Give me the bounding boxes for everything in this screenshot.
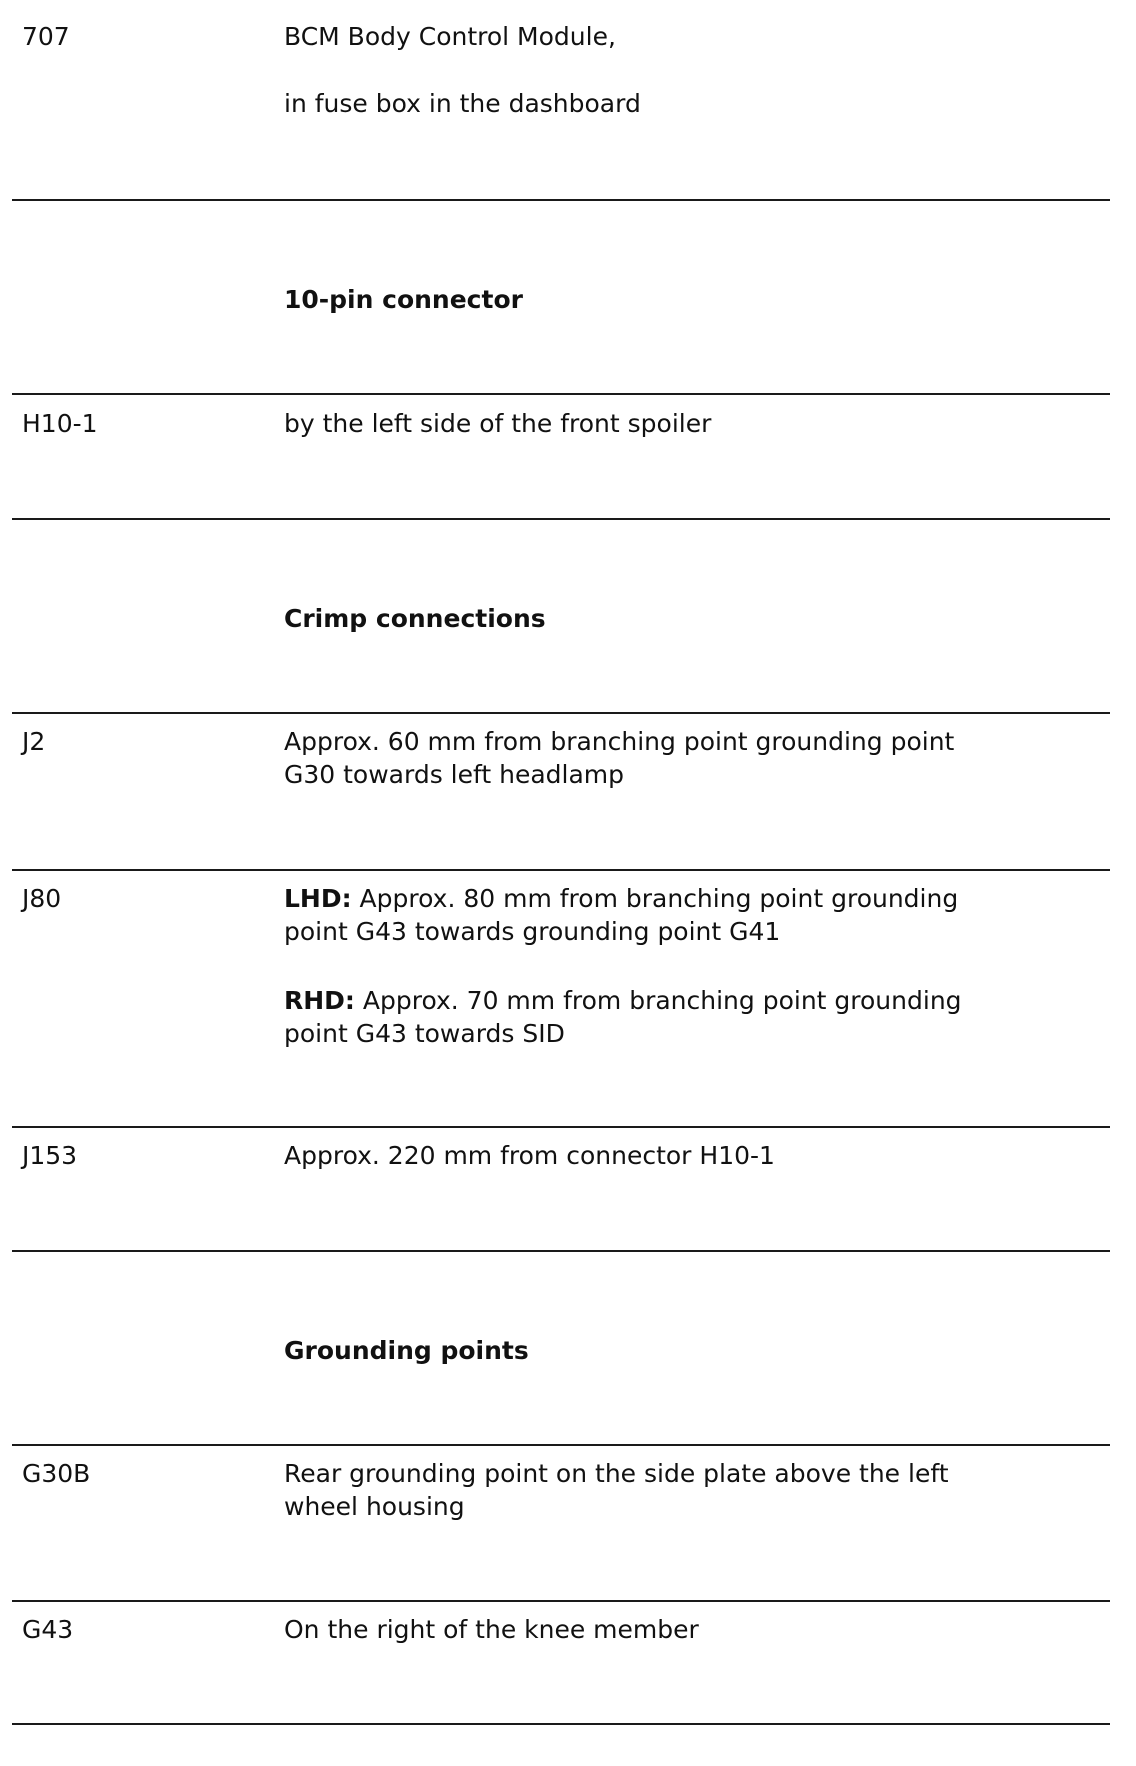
component-code-g30b: G30B [22,1459,91,1488]
row-divider [12,1444,1110,1446]
row-divider [12,1250,1110,1252]
component-location: Approx. 60 mm from branching point grounding point [284,727,955,756]
component-code-j80: J80 [22,884,62,913]
component-description: BCM Body Control Module, [284,22,616,51]
row-divider [12,199,1110,201]
row-divider [12,393,1110,395]
component-code-h10-1: H10-1 [22,409,98,438]
row-divider [12,869,1110,871]
row-divider [12,518,1110,520]
row-divider [12,1600,1110,1602]
lhd-location-cont: point G43 towards grounding point G41 [284,917,781,946]
lhd-location [284,882,958,915]
lhd-text: Approx. 80 mm from branching point grounding [351,884,959,913]
component-code-j153: J153 [22,1141,78,1170]
component-location: wheel housing [284,1492,465,1521]
rhd-location-cont: point G43 towards SID [284,1019,565,1048]
component-location: in fuse box in the dashboard [284,89,641,118]
component-code-g43: G43 [22,1615,74,1644]
rhd-label: RHD: [284,986,355,1015]
component-location: G30 towards left headlamp [284,760,625,789]
section-heading-grounding: Grounding points [284,1336,529,1365]
row-divider [12,1126,1110,1128]
section-heading-connector: 10-pin connector [284,285,523,314]
component-code-j2: J2 [22,727,46,756]
rhd-text: Approx. 70 mm from branching point grounding [354,986,962,1015]
lhd-label: LHD: [284,884,352,913]
component-location: Approx. 220 mm from connector H10-1 [284,1141,775,1170]
section-heading-crimp: Crimp connections [284,604,546,633]
component-location: by the left side of the front spoiler [284,409,712,438]
row-divider [12,1723,1110,1725]
component-location: On the right of the knee member [284,1615,699,1644]
component-code-707: 707 [22,22,70,51]
row-divider [12,712,1110,714]
component-location: Rear grounding point on the side plate above the left [284,1459,949,1488]
rhd-location [284,984,962,1017]
